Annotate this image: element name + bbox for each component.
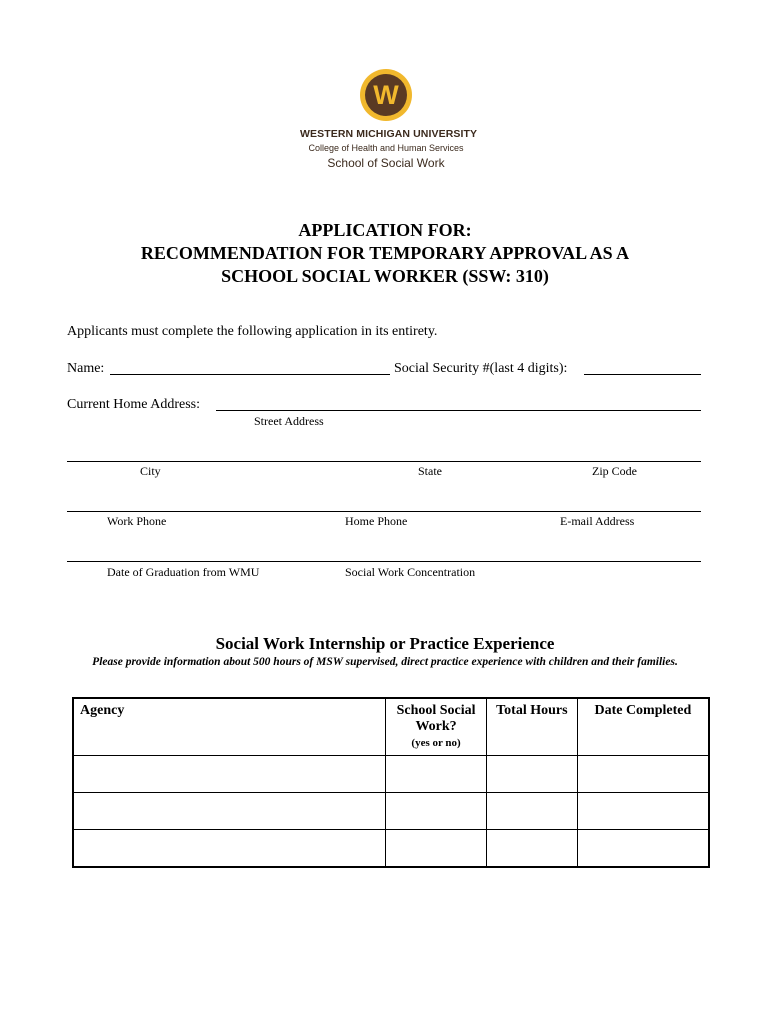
title-line-3: SCHOOL SOCIAL WORKER (SSW: 310)	[221, 266, 549, 286]
city-caption: City	[140, 464, 161, 478]
logo-inner-circle	[365, 74, 407, 116]
school-social-work-header	[386, 698, 487, 756]
name-field[interactable]	[110, 374, 390, 375]
wmu-logo	[360, 69, 412, 121]
date-completed-cell[interactable]	[577, 793, 709, 830]
university-name: WESTERN MICHIGAN UNIVERSITY	[300, 128, 478, 140]
logo-letter: W	[373, 79, 399, 110]
total-hours-cell[interactable]	[486, 830, 577, 868]
street-address-field[interactable]	[216, 410, 701, 411]
table-row	[73, 756, 709, 793]
graduation-concentration-field[interactable]	[67, 561, 701, 562]
table-row	[73, 793, 709, 830]
agency-cell[interactable]	[73, 793, 386, 830]
school-name: School of Social Work	[327, 156, 445, 170]
experience-table	[72, 697, 710, 868]
title-line-2: RECOMMENDATION FOR TEMPORARY APPROVAL AS A	[140, 243, 630, 263]
table-header-row	[73, 698, 709, 756]
agency-header	[73, 698, 386, 756]
phone-email-field[interactable]	[67, 511, 701, 512]
zip-caption: Zip Code	[592, 464, 637, 478]
school-social-work-cell[interactable]	[386, 756, 487, 793]
yes-no-hint: (yes or no)	[411, 737, 461, 749]
intro-text: Applicants must complete the following application in its entirety.	[67, 324, 438, 339]
email-caption: E-mail Address	[560, 514, 635, 528]
table-row	[73, 830, 709, 868]
address-label: Current Home Address:	[67, 397, 200, 412]
total-hours-header-label: Total Hours	[496, 703, 568, 718]
total-hours-cell[interactable]	[486, 756, 577, 793]
experience-note: Please provide information about 500 hours of MSW supervised, direct practice experience with children and their families.	[92, 656, 678, 668]
college-name: College of Health and Human Services	[308, 143, 464, 153]
street-address-caption: Street Address	[254, 414, 324, 428]
date-completed-cell[interactable]	[577, 756, 709, 793]
agency-cell[interactable]	[73, 756, 386, 793]
name-label: Name:	[67, 361, 105, 376]
total-hours-cell[interactable]	[486, 793, 577, 830]
concentration-caption: Social Work Concentration	[345, 565, 476, 579]
school-social-work-header-label: School Social Work?	[396, 703, 476, 734]
total-hours-header	[486, 698, 577, 756]
state-caption: State	[418, 464, 442, 478]
city-state-zip-field[interactable]	[67, 461, 701, 462]
title-line-1: APPLICATION FOR:	[298, 220, 472, 240]
ssn-label: Social Security #(last 4 digits):	[394, 361, 568, 376]
date-completed-cell[interactable]	[577, 830, 709, 868]
ssn-field[interactable]	[584, 374, 701, 375]
experience-title: Social Work Internship or Practice Experience	[215, 634, 555, 653]
work-phone-caption: Work Phone	[107, 514, 167, 528]
home-phone-caption: Home Phone	[345, 514, 408, 528]
agency-cell[interactable]	[73, 830, 386, 868]
date-completed-header-label: Date Completed	[594, 703, 692, 718]
agency-header-label: Agency	[80, 703, 125, 718]
school-social-work-cell[interactable]	[386, 793, 487, 830]
school-social-work-cell[interactable]	[386, 830, 487, 868]
date-completed-header	[577, 698, 709, 756]
graduation-caption: Date of Graduation from WMU	[107, 565, 260, 579]
